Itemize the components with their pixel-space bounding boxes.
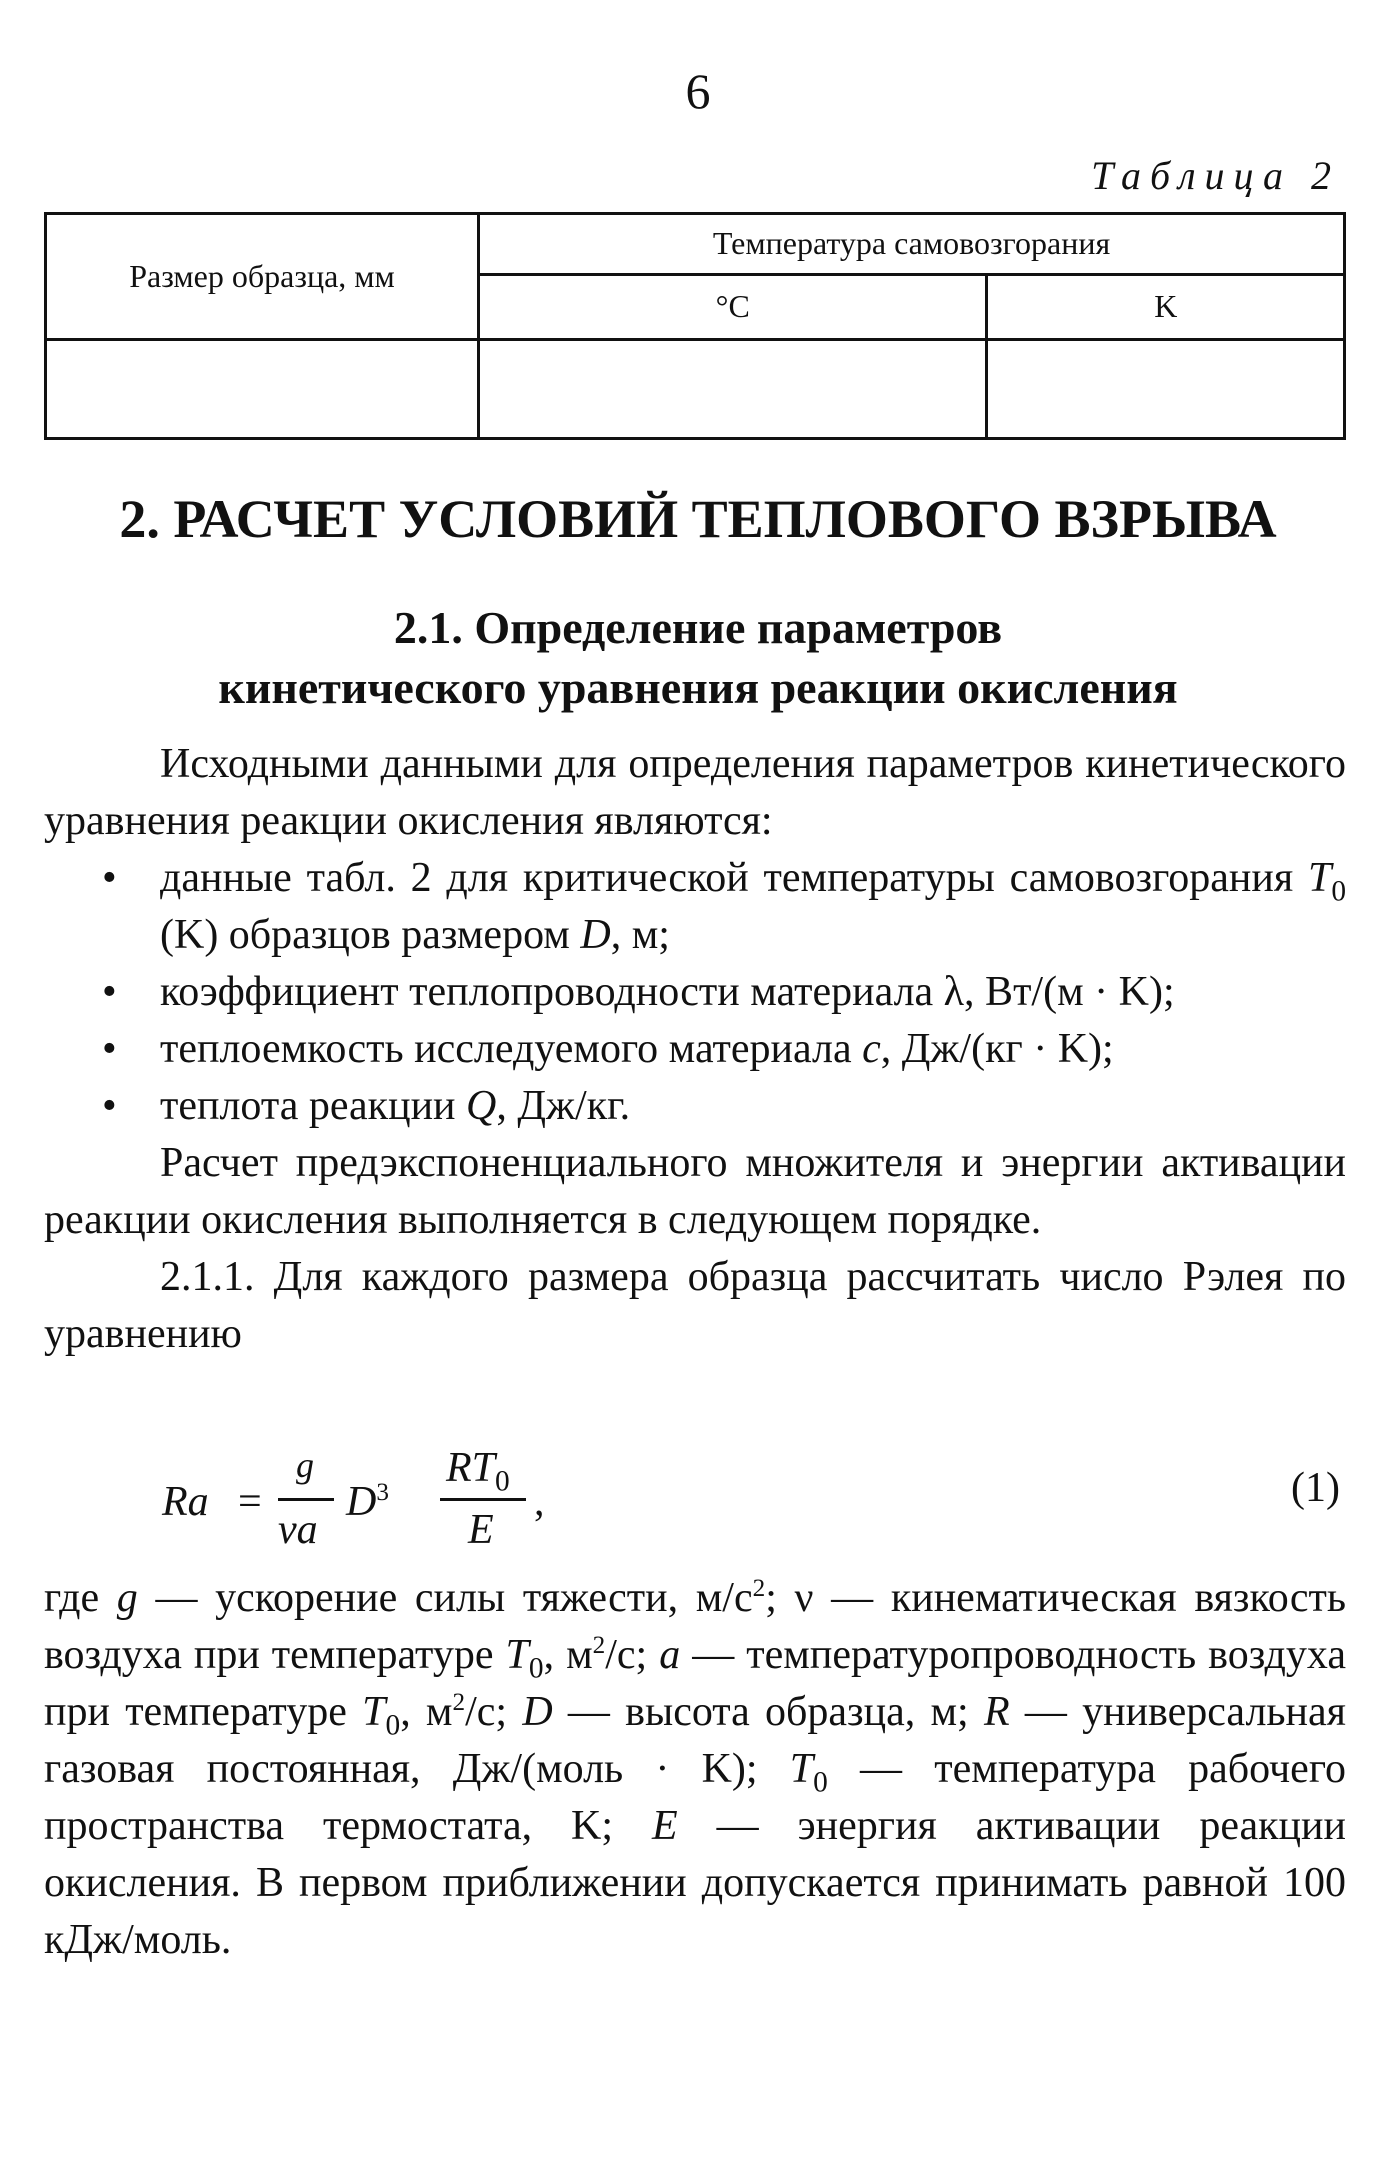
subsection-title bbox=[0, 598, 1396, 718]
fraction-bar bbox=[278, 1498, 334, 1501]
header-celsius: °C bbox=[479, 274, 987, 339]
formula-d: $D^3$ bbox=[346, 1479, 389, 1525]
header-ignition-temperature: Температура самовозгорания bbox=[479, 214, 1345, 275]
formula-num-g: g bbox=[296, 1445, 314, 1485]
table-cell-empty bbox=[46, 339, 479, 438]
main-text bbox=[44, 736, 1346, 1363]
rayleigh-formula bbox=[150, 1445, 710, 1568]
table-cell-empty bbox=[987, 339, 1345, 438]
page-number: 6 bbox=[685, 63, 711, 119]
header-sample-size: Размер образца, мм bbox=[46, 214, 479, 340]
formula-den-e: E bbox=[468, 1507, 494, 1553]
equation-number: (1) bbox=[1291, 1465, 1340, 1511]
formula-comma: , bbox=[534, 1479, 545, 1525]
formula-lhs: Ra bbox=[162, 1479, 209, 1525]
table-row bbox=[46, 339, 1345, 438]
formula-equals: = bbox=[238, 1479, 262, 1525]
fraction-bar bbox=[440, 1498, 526, 1501]
formula-den-va: νa bbox=[278, 1507, 318, 1553]
list-item: • данные табл. 2 для критической температуры самовозгорания $T_0$ (K) образцов размером D, м; bbox=[44, 850, 1346, 964]
where-paragraph: где g — ускорение силы тяжести, $м/с^2$; ν — кинематическая вязкость воздуха при температуре $T_0$, $м^2/с$; a — температуропроводность воздуха при температуре $T_0$, $м^2/с$; D — высота образца, м; R — универсальная газовая постоянная, Дж/(моль · K); $T_0$ — температура рабочего пространства термостата, K; E — энергия активации реакции окисления. В первом приближении допускается принимать равной 100 кДж/моль. bbox=[44, 1575, 1347, 1963]
list-item: • теплота реакции Q, Дж/кг. bbox=[44, 1078, 1346, 1135]
intro-paragraph: Исходными данными для определения параметров кинетического уравнения реакции окисления являются: bbox=[44, 741, 1346, 844]
formula-num-rt0: $RT_0$ bbox=[446, 1445, 510, 1498]
header-kelvin: K bbox=[987, 274, 1345, 339]
list-item: • коэффициент теплопроводности материала λ, Вт/(м · K); bbox=[44, 964, 1346, 1021]
list-item: • теплоемкость исследуемого материала c, Дж/(кг · K); bbox=[44, 1021, 1346, 1078]
subsection-title-line1: 2.1. Определение параметров bbox=[393, 602, 1003, 653]
ignition-temperature-table bbox=[44, 212, 1346, 440]
subsection-title-line2: кинетического уравнения реакции окисления bbox=[218, 662, 1178, 713]
input-data-list bbox=[44, 850, 1346, 1135]
procedure-paragraph: Расчет предэкспоненциального множителя и энергии активации реакции окисления выполняется в следующем порядке. bbox=[44, 1140, 1346, 1243]
table-cell-empty bbox=[479, 339, 987, 438]
section-title: 2. РАСЧЕТ УСЛОВИЙ ТЕПЛОВОГО ВЗРЫВА bbox=[119, 489, 1277, 549]
table-caption: Таблица 2 bbox=[1091, 153, 1340, 198]
step-paragraph: 2.1.1. Для каждого размера образца рассчитать число Рэлея по уравнению bbox=[44, 1254, 1346, 1357]
